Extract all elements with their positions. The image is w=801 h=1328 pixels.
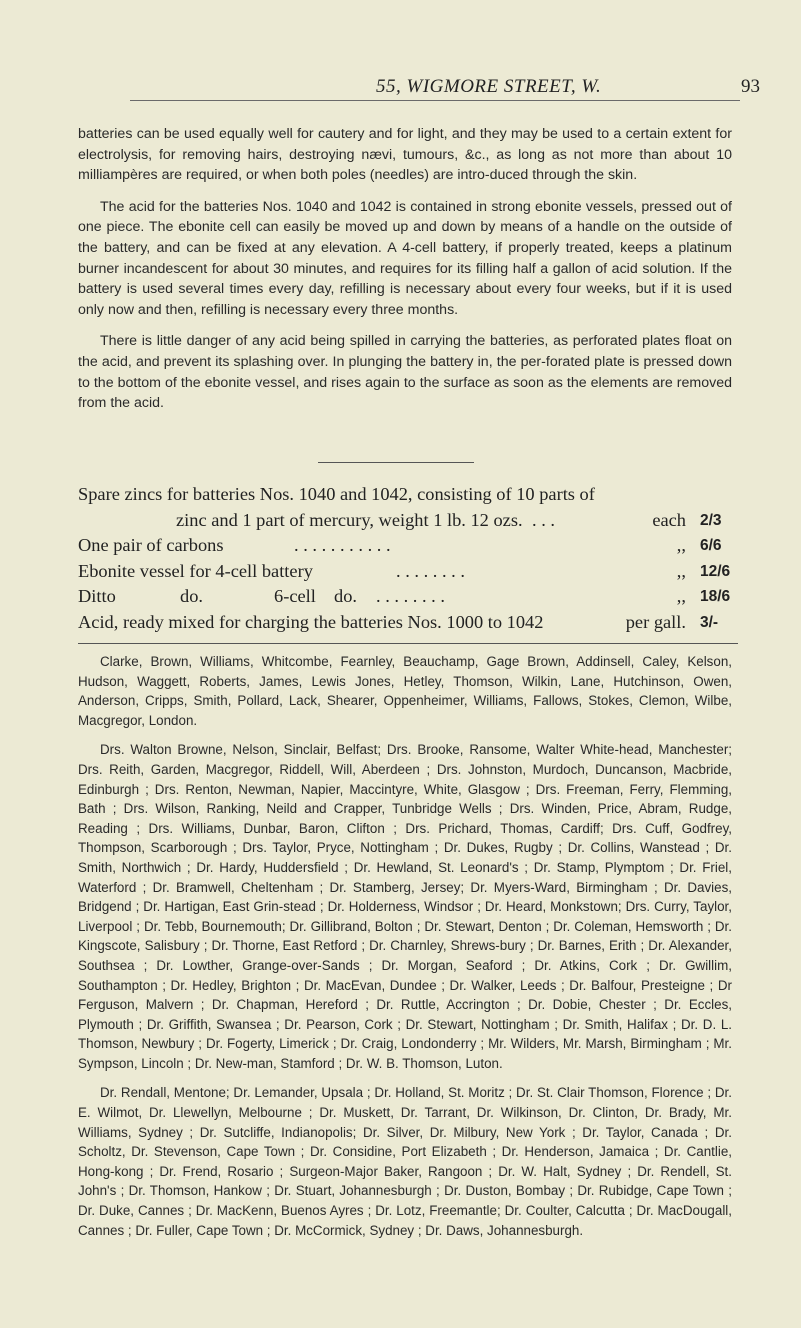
page-header xyxy=(130,72,760,102)
testimonials-text xyxy=(78,652,732,1250)
cell-count: 6-cell xyxy=(274,586,316,607)
price-value: 6/6 xyxy=(700,537,722,555)
price-list xyxy=(78,482,758,636)
running-title: 55, WIGMORE STREET, W. xyxy=(376,76,602,97)
price-unit: each xyxy=(652,509,686,530)
price-description: One pair of carbons xyxy=(78,535,224,556)
section-divider xyxy=(78,643,738,644)
price-description: Spare zincs for batteries Nos. 1040 and 1042, consisting of 10 parts of xyxy=(78,484,595,504)
leader-dots: . . . xyxy=(532,509,555,530)
price-row-spare-zincs xyxy=(78,508,758,534)
price-value: 12/6 xyxy=(700,562,731,580)
paragraph: batteries can be used equally well for cautery and for light, and they may be used to a certain extent for electrolysis, for removing hairs, destroying nævi, tumours, &c., as long as not more than about 10 milliampères are required, or when both poles (needles) are intro-duced through the skin. xyxy=(78,126,732,184)
leader-dots: . . . . . . . . xyxy=(396,560,465,581)
price-value: 3/- xyxy=(700,613,719,631)
paragraph: The acid for the batteries Nos. 1040 and 1042 is contained in strong ebonite vessels, pressed out of one piece. The ebonite cell can easily be moved up and down by means of a handle on the outside of the battery, and can be fixed at any elevation. A 4-cell battery, if properly treated, keeps a platinum burner incandescent for about 30 minutes, and requires for its filling half a gallon of acid solution. If the battery is used several times every day, refilling is necessary about every four weeks, but if it is used only now and then, refilling is necessary every three months. xyxy=(78,198,732,318)
price-unit: per gall. xyxy=(625,611,686,632)
price-row-carbons xyxy=(78,533,758,559)
ditto-mark: do. xyxy=(180,586,203,607)
leader-dots: . . . . . . . . . . . xyxy=(294,535,391,556)
price-description: Acid, ready mixed for charging the batteries Nos. 1000 to 1042 xyxy=(78,611,544,632)
price-value: 2/3 xyxy=(700,511,722,529)
ditto-mark: do. xyxy=(334,586,357,607)
price-row-acid xyxy=(78,610,758,636)
price-row-vessel-6-cell xyxy=(78,584,758,610)
price-unit: ,, xyxy=(676,586,686,607)
price-value: 18/6 xyxy=(700,588,731,606)
price-row-vessel-4-cell xyxy=(78,559,758,585)
paragraph: Dr. Rendall, Mentone; Dr. Lemander, Upsala ; Dr. Holland, St. Moritz ; Dr. St. Clair Thomson, Florence ; Dr. E. Wilmot, Dr. Llewellyn, Melbourne ; Dr. Muskett, Dr. Tarrant, Dr. Wilkinson, Dr. Clinton, Dr. Brady, Mr. Williams, Sydney ; Dr. Sutcliffe, Indianopolis; Dr. Silver, Dr. Milbury, New York ; Dr. Taylor, Canada ; Dr. Scholtz, Dr. Stevenson, Cape Town ; Dr. Considine, Port Elizabeth ; Dr. Henderson, Jamaica ; Dr. Cantlie, Hong-kong ; Dr. Frend, Rosario ; Surgeon-Major Baker, Rangoon ; Dr. W. Halt, Sydney ; Dr. Rendell, St. John's ; Dr. Thomson, Hankow ; Dr. Stuart, Johannesburgh ; Dr. Duston, Bombay ; Dr. Rubidge, Cape Town ; Dr. Duke, Cannes ; Dr. MacKenn, Buenos Ayres ; Dr. Lotz, Freemantle; Dr. Coulter, Calcutta ; Dr. MacDougall, Cannes ; Dr. Fuller, Cape Town ; Dr. McCormick, Sydney ; Dr. Daws, Johannesburgh. xyxy=(78,1085,732,1238)
leader-dots: . . . . . . . . xyxy=(376,586,445,607)
price-row-spare-zincs-line1 xyxy=(78,482,758,508)
section-divider xyxy=(318,462,474,463)
paragraph: There is little danger of any acid being spilled in carrying the batteries, as perforated plates float on the acid, and prevent its splashing over. In plunging the battery in, the per-forated plate is pressed down to the bottom of the ebonite vessel, and rises again to the surface as soon as the elements are removed from the acid. xyxy=(78,333,732,412)
price-description: zinc and 1 part of mercury, weight 1 lb. 12 ozs. xyxy=(176,509,523,530)
paragraph: Clarke, Brown, Williams, Whitcombe, Fearnley, Beauchamp, Gage Brown, Addinsell, Caley, Kelson, Hudson, Waggett, Roberts, James, Lewis Jones, Hetley, Thomson, Wilkin, Lane, Hutchinson, Owen, Anderson, Cripps, Smith, Pollard, Lack, Shearer, Oppenheimer, Williams, Fallows, Stokes, Clemon, Wilbe, Macgregor, London. xyxy=(78,654,732,728)
price-unit: ,, xyxy=(676,560,686,581)
price-description: Ebonite vessel for 4-cell battery xyxy=(78,560,313,581)
intro-text xyxy=(78,124,732,425)
price-unit: ,, xyxy=(676,535,686,556)
page-number: 93 xyxy=(741,76,760,97)
paragraph: Drs. Walton Browne, Nelson, Sinclair, Belfast; Drs. Brooke, Ransome, Walter White-head, Manchester; Drs. Reith, Garden, Macgregor, Riddell, Will, Aberdeen ; Drs. Johnston, Murdoch, Duncanson, Macbride, Edinburgh ; Drs. Renton, Newman, Napier, Maccintyre, White, Glasgow ; Drs. Freeman, Ferry, Flemming, Bath ; Drs. Wilson, Ranking, Neild and Crapper, Tunbridge Wells ; Drs. Winden, Price, Abram, Rudge, Reading ; Drs. Williams, Dunbar, Baron, Clifton ; Drs. Prichard, Thomas, Cardiff; Drs. Cuff, Godfrey, Thompson, Scarborough ; Drs. Taylor, Pryce, Nottingham ; Dr. Dukes, Rugby ; Dr. Collins, Wanstead ; Dr. Smith, Northwich ; Dr. Hardy, Huddersfield ; Dr. Hewland, St. Leonard's ; Dr. Stamp, Plymptom ; Dr. Friel, Waterford ; Dr. Bramwell, Cheltenham ; Dr. Stamberg, Jersey; Dr. Myers-Ward, Birmingham ; Dr. Davies, Bridgend ; Dr. Hartigan, East Grin-stead ; Dr. Holderness, Windsor ; Dr. Heard, Monkstown; Drs. Curry, Taylor, Liverpool ; Dr. Tebb, Bournemouth; Dr. Gillibrand, Bolton ; Dr. Stewart, Denton ; Dr. Coleman, Hemsworth ; Dr. Kingscote, Salisbury ; Dr. Thorne, East Retford ; Dr. Charnley, Shrews-bury ; Dr. Barnes, Erith ; Dr. Alexander, Southsea ; Dr. Lowther, Grange-over-Sands ; Dr. Morgan, Seaford ; Dr. Atkins, Cork ; Dr. Gwillim, Southampton ; Dr. Hedley, Brighton ; Dr. MacEvan, Dundee ; Dr. Walker, Leeds ; Dr. Balfour, Presteigne ; Dr Ferguson, Malvern ; Dr. Chapman, Hereford ; Dr. Ruttle, Accrington ; Dr. Dobie, Chester ; Dr. Eccles, Plymouth ; Dr. Griffith, Swansea ; Dr. Pearson, Cork ; Dr. Stewart, Nottingham ; Dr. Smith, Halifax ; Dr. D. L. Thomson, Newbury ; Dr. Fogerty, Limerick ; Dr. Craig, Londonderry ; Mr. Wilders, Mr. Marsh, Birmingham ; Mr. Sympson, Lincoln ; Dr. New-man, Stamford ; Dr. W. B. Thomson, Luton. xyxy=(78,742,732,1071)
ditto-word: Ditto xyxy=(78,586,116,607)
header-rule xyxy=(130,100,740,101)
